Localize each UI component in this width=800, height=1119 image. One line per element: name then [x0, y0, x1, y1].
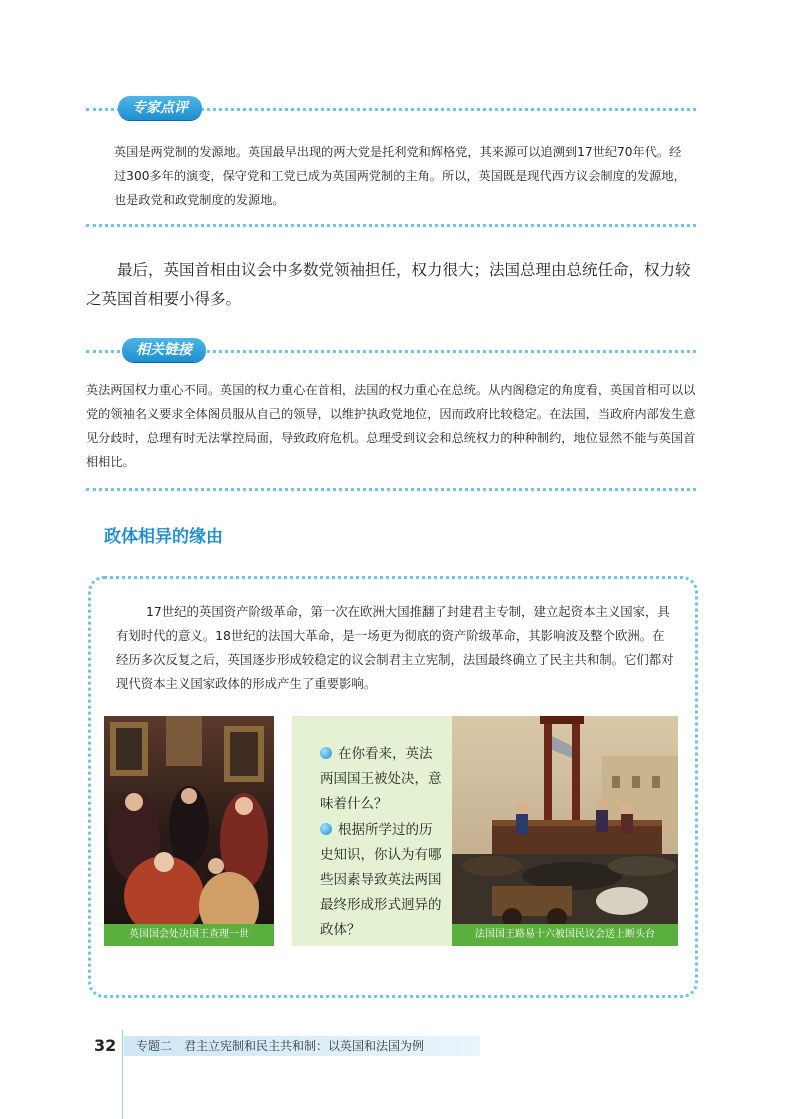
chapter-bar: 专题二 君主立宪制和民主共和制：以英国和法国为例: [124, 1036, 480, 1056]
guillotine-painting: [452, 716, 678, 946]
expert-comment-text: 英国是两党制的发源地。英国最早出现的两大党是托利党和辉格党，其来源可以追溯到17世纪70年代。经过300多年的演变，保守党和工党已成为英国两党制的主角。所以，英国既是现代西方议会制度的发源地，也是政党和政党制度的发源地。: [114, 145, 686, 207]
page-number: 32: [94, 1036, 117, 1055]
footer-divider-line: [122, 1030, 123, 1119]
related-link-text: 英法两国权力重心不同。英国的权力重心在首相，法国的权力重心在总统。从内阁稳定的角度看，英国首相可以以党的领袖名义要求全体阁员服从自己的领导，以维护执政党地位，因而政府比较稳定。在法国，当政府内部发生意见分歧时，总理有时无法掌控局面，导致政府危机。总理受到议会和总统权力的种种制约，地位显然不能与英国首相相比。: [86, 383, 696, 469]
louis-execution-image: [452, 716, 678, 946]
section-text: 17世纪的英国资产阶级革命，第一次在欧洲大国推翻了封建君主专制，建立起资本主义国家，具有划时代的意义。18世纪的法国大革命，是一场更为彻底的资产阶级革命，其影响波及整个欧洲。在经历多次反复之后，英国逐步形成较稳定的议会制君主立宪制，法国最终确立了民主共和制。它们都对现代资本主义国家政体的形成产生了重要影响。: [116, 604, 674, 691]
charles-execution-image: [104, 716, 274, 946]
left-image-caption: 英国国会处决国王查理一世: [104, 924, 274, 946]
expert-comment-label: 专家点评: [118, 96, 202, 120]
right-image-caption: 法国国王路易十六被国民议会送上断头台: [452, 924, 678, 946]
question-bullet-icon: [320, 823, 332, 835]
related-bottom-divider: [86, 488, 696, 491]
expert-bottom-divider: [86, 224, 696, 227]
question-1: [320, 742, 442, 817]
body-paragraph: 最后，英国首相由议会中多数党领袖担任，权力很大；法国总理由总统任命，权力较之英国首相要小得多。: [86, 261, 691, 308]
question-bullet-icon: [320, 747, 332, 759]
related-link-label: 相关链接: [122, 338, 206, 362]
question-2-text: 根据所学过的历史知识，你认为有哪些因素导致英法两国最终形成形式迥异的政体？: [320, 822, 442, 938]
section-title: 政体相异的缘由: [104, 527, 223, 547]
question-1-text: 在你看来，英法两国国王被处决，意味着什么？: [320, 746, 442, 812]
charles-painting: [104, 716, 274, 946]
question-2: [320, 818, 442, 943]
